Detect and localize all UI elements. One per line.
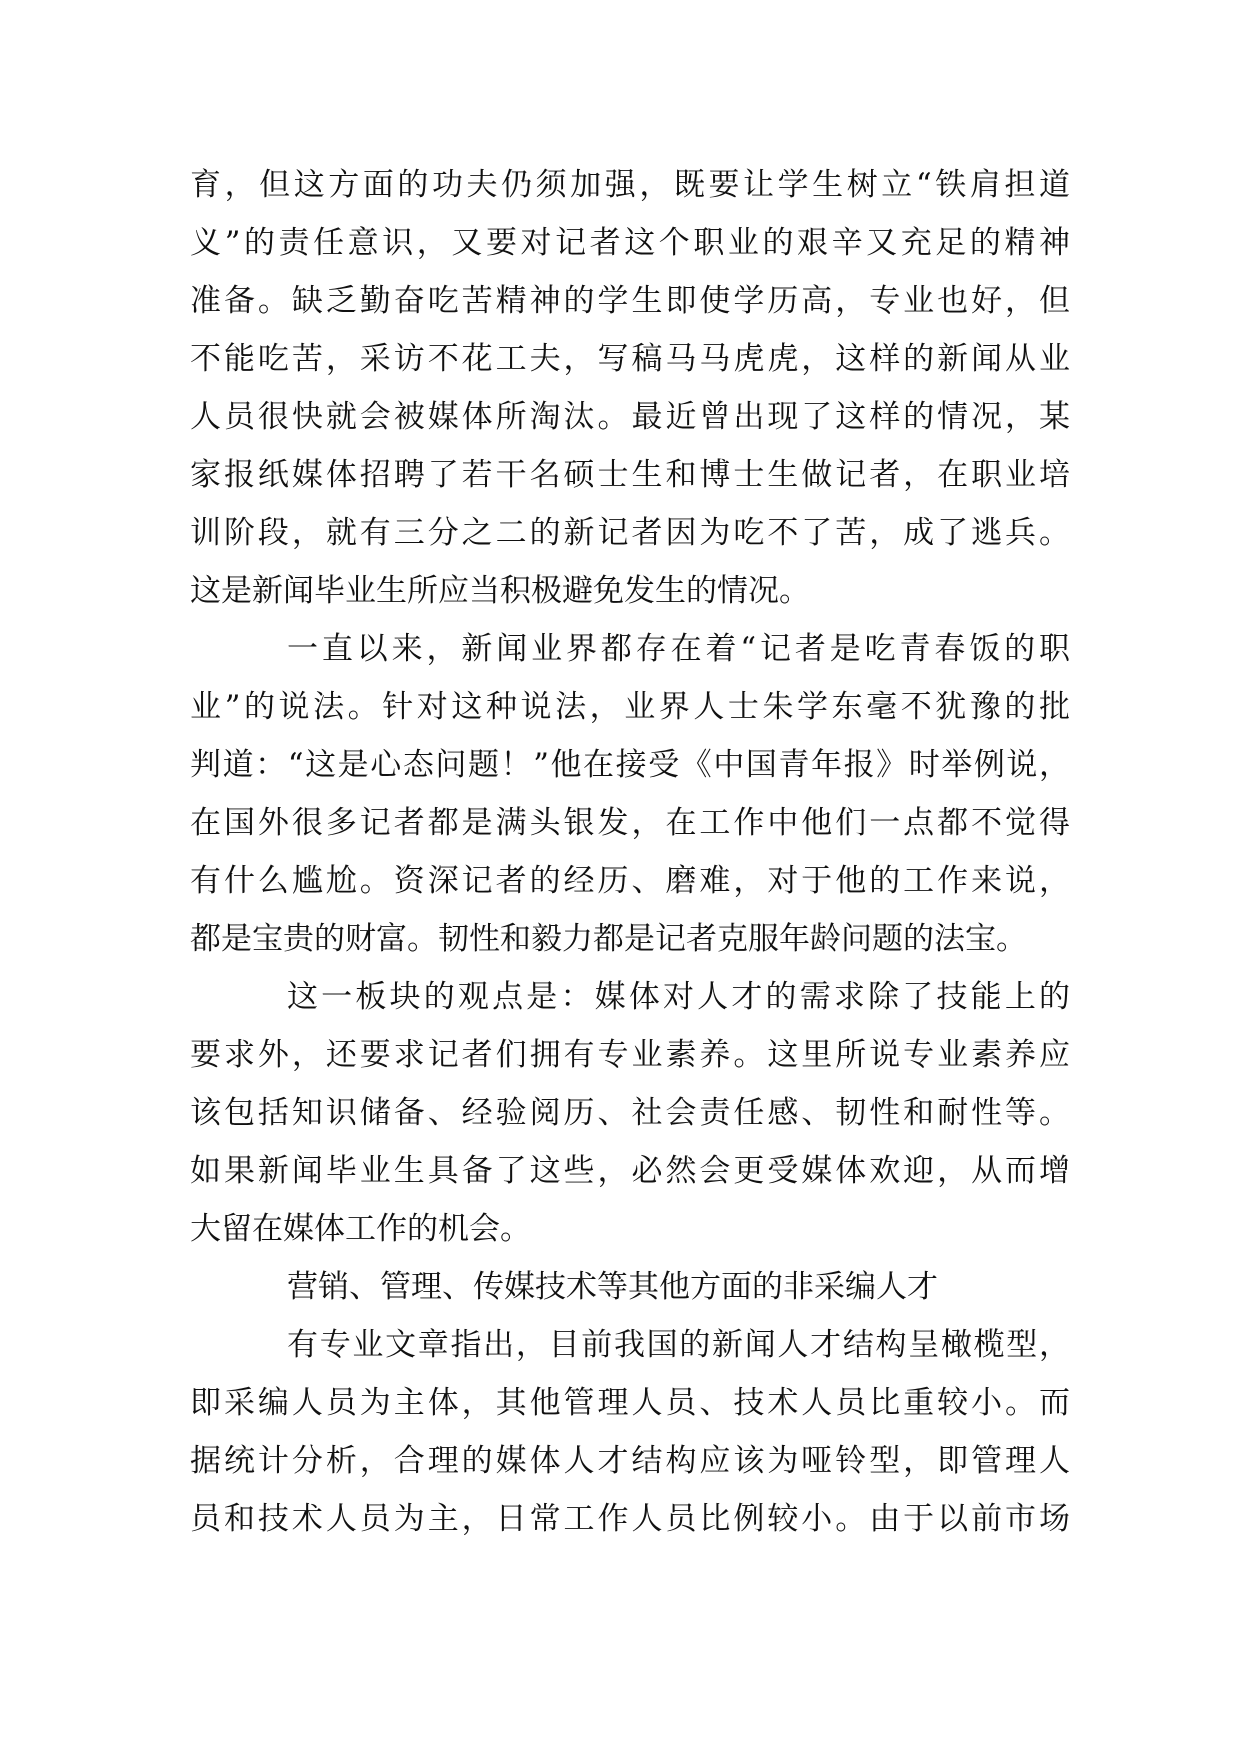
text-line: 有什么尴尬。资深记者的经历、磨难，对于他的工作来说， [190, 863, 1070, 899]
paragraph-start-line: 有专业文章指出，目前我国的新闻人才结构呈橄榄型， [287, 1327, 1070, 1363]
body-text [190, 156, 1070, 1548]
text-line: 人员很快就会被媒体所淘汰。最近曾出现了这样的情况，某 [190, 399, 1070, 435]
text-line: 要求外，还要求记者们拥有专业素养。这里所说专业素养应 [190, 1037, 1070, 1073]
text-line: 准备。缺乏勤奋吃苦精神的学生即使学历高，专业也好，但 [190, 283, 1070, 319]
text-line: 训阶段，就有三分之二的新记者因为吃不了苦，成了逃兵。 [190, 515, 1070, 551]
section-heading: 营销、管理、传媒技术等其他方面的非采编人才 [287, 1269, 938, 1305]
text-line: 员和技术人员为主，日常工作人员比例较小。由于以前市场 [190, 1501, 1070, 1537]
text-line: 在国外很多记者都是满头银发，在工作中他们一点都不觉得 [190, 805, 1070, 841]
text-line: 家报纸媒体招聘了若干名硕士生和博士生做记者，在职业培 [190, 457, 1070, 493]
text-line: 大留在媒体工作的机会。 [190, 1211, 531, 1247]
text-line: 判道：“这是心态问题！”他在接受《中国青年报》时举例说， [190, 747, 1070, 783]
text-line: 业”的说法。针对这种说法，业界人士朱学东毫不犹豫的批 [190, 689, 1070, 725]
text-line: 该包括知识储备、经验阅历、社会责任感、韧性和耐性等。 [190, 1095, 1070, 1131]
text-line: 不能吃苦，采访不花工夫，写稿马马虎虎，这样的新闻从业 [190, 341, 1070, 377]
text-line: 义”的责任意识，又要对记者这个职业的艰辛又充足的精神 [190, 225, 1070, 261]
paragraph-start-line: 一直以来，新闻业界都存在着“记者是吃青春饭的职 [287, 631, 1070, 667]
text-line: 都是宝贵的财富。韧性和毅力都是记者克服年龄问题的法宝。 [190, 921, 1027, 957]
text-line: 据统计分析，合理的媒体人才结构应该为哑铃型，即管理人 [190, 1443, 1070, 1479]
text-line: 如果新闻毕业生具备了这些，必然会更受媒体欢迎，从而增 [190, 1153, 1070, 1189]
text-line: 即采编人员为主体，其他管理人员、技术人员比重较小。而 [190, 1385, 1070, 1421]
text-line: 这是新闻毕业生所应当积极避免发生的情况。 [190, 573, 810, 609]
paragraph-start-line: 这一板块的观点是：媒体对人才的需求除了技能上的 [287, 979, 1070, 1015]
text-line: 育，但这方面的功夫仍须加强，既要让学生树立“铁肩担道 [190, 167, 1070, 203]
